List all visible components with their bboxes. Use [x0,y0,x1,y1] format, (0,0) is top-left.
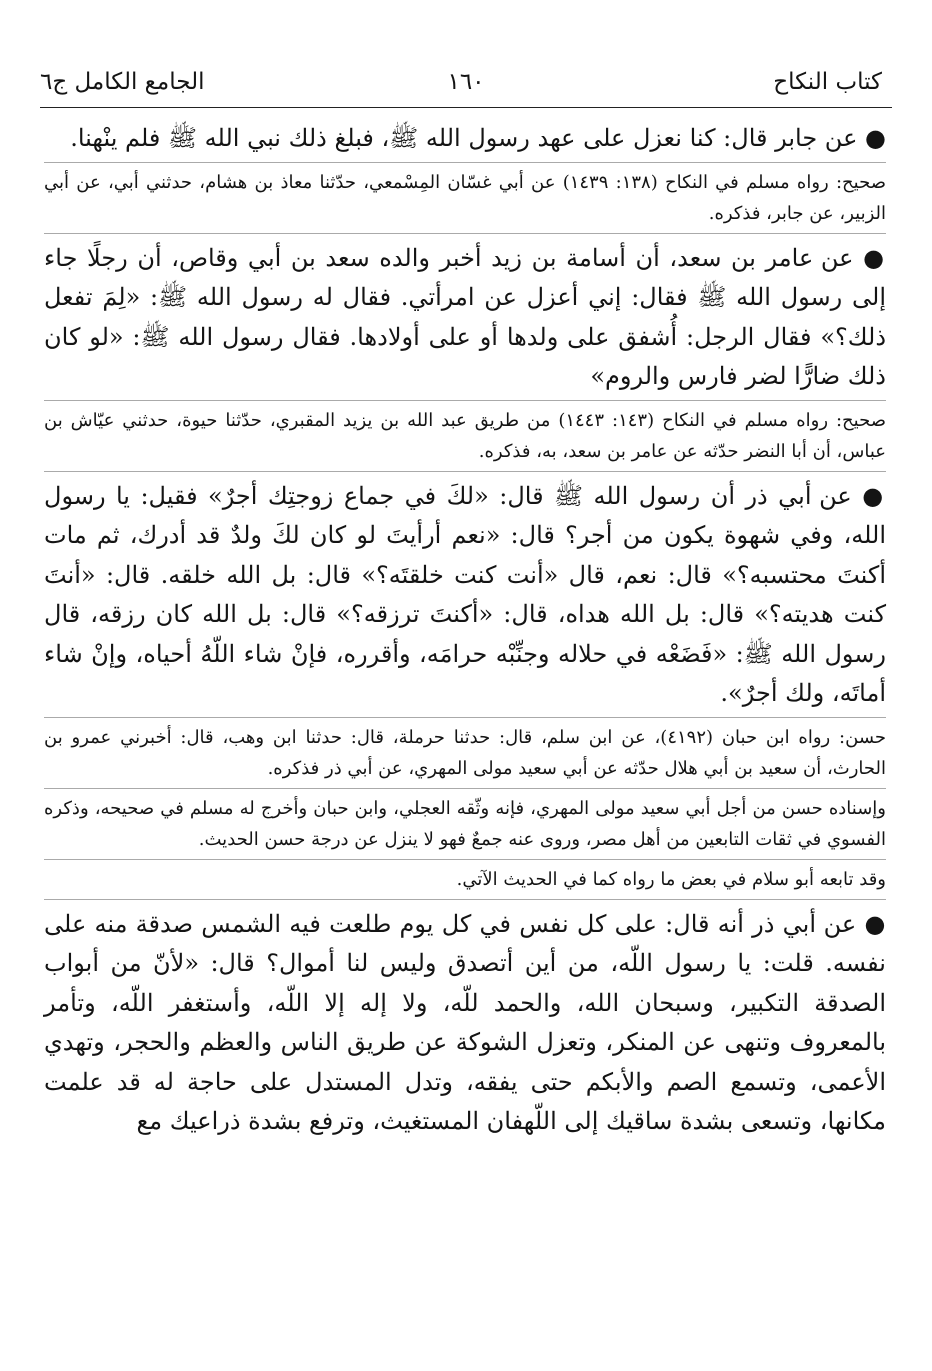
page-body [44,118,886,1371]
hadith-1 [44,118,886,159]
hadith-4 [44,904,886,1142]
bullet-icon: ● [864,908,886,938]
hadith-2 [44,238,886,397]
volume-title: الجامع الكامل ج٦ [40,69,205,95]
separator-line [44,162,886,163]
separator-line [44,400,886,401]
separator-line [44,233,886,234]
takhrij-3: حسن: رواه ابن حبان (٤١٩٢)، عن ابن سلم، قال: حدثنا حرملة، قال: حدثنا ابن وهب، قال: أخبرني عمرو بن الحارث، أن سعيد بن أبي هلال حدّثه عن أبي سعيد مولى المهري، عن أبي ذر فذكره. [44,726,886,779]
hadith-3 [44,476,886,714]
page-number: ١٦٠ [447,69,485,95]
bullet-icon: ● [865,123,886,152]
page-header [40,62,892,102]
bullet-icon: ● [863,242,886,272]
separator-line [44,471,886,472]
separator-line [44,899,886,900]
separator-line [44,859,886,860]
takhrij-note: وإسناده حسن من أجل أبي سعيد مولى المهري، فإنه وثّقه العجلي، وابن حبان وأخرج له مسلم في صحيحه، وذكره الفسوي في ثقات التابعين من أهل مصر، وروى عنه جمعٌ فهو لا ينزل عن درجة حسن الحديث. [44,797,886,850]
separator-line [44,788,886,789]
book-title: كتاب النكاح [773,69,882,95]
separator-line [44,717,886,718]
hadith-text: عن جابر قال: كنا نعزل على عهد رسول الله ﷺ، فبلغ ذلك نبي الله ﷺ فلم ينْهنا. [70,124,858,152]
hadith-text: عن أبي ذر أن رسول الله ﷺ قال: «لكَ في جماع زوجتِك أجرٌ» فقيل: يا رسول الله، وفي شهوة يكون من أجر؟ قال: «نعم أرأيتَ لو كان لكَ ولدٌ قد أدرك، ثم مات أكنتَ محتسبه؟» قال: نعم، قال «أنت كنت خلقتَه؟» قال: بل الله خلقه. قال: «أنتَ كنت هديته؟» قال: بل الله هداه، قال: «أكنتَ ترزقه؟» قال: بل الله كان رزقه، قال رسول الله ﷺ: «فَضَعْه في حلاله وجنِّبْه حرامَه، وأقرره، فإنْ شاء اللّهُ أحياه، وإنْ شاء أماتَه، ولك أجرٌ». [44,481,886,707]
takhrij-1: صحيح: رواه مسلم في النكاح (١٣٨: ١٤٣٩) عن أبي غسّان المِسْمعي، حدّثنا معاذ بن هشام، حدثني أبي، عن أبي الزبير، عن جابر، فذكره. [44,171,886,224]
takhrij-2: صحيح: رواه مسلم في النكاح (١٤٣: ١٤٤٣) من طريق عبد الله بن يزيد المقبري، حدّثنا حيوة، حدثني عيّاش بن عباس، أن أبا النضر حدّثه عن عامر بن سعد، به، فذكره. [44,409,886,462]
header-rule [40,107,892,108]
hadith-text: عن أبي ذر أنه قال: على كل نفس في كل يوم طلعت فيه الشمس صدقة منه على نفسه. قلت: يا رسول اللّه، من أين أتصدق وليس لنا أموال؟ قال: «لأنّ من أبواب الصدقة التكبير، وسبحان الله، والحمد للّه، ولا إله إلا اللّه، وأستغفر اللّه، وتأمر بالمعروف وتنهى عن المنكر، وتعزل الشوكة عن طريق الناس والعظم والحجر، وتهدي الأعمى، وتسمع الصم والأبكم حتى يفقه، وتدل المستدل على حاجة له قد علمت مكانها، وتسعى بشدة ساقيك إلى اللّهفان المستغيث، وترفع بشدة ذراعيك مع [44,909,886,1135]
hadith-text: عن عامر بن سعد، أن أسامة بن زيد أخبر والده سعد بن أبي وقاص، أن رجلًا جاء إلى رسول الله ﷺ فقال: إني أعزل عن امرأتي. فقال له رسول الله ﷺ: «لِمَ تفعل ذلك؟» فقال الرجل: أُشفق على ولدها أو على أولادها. فقال رسول الله ﷺ: «لو كان ذلك ضارًّا لضر فارس والروم» [44,243,886,390]
bullet-icon: ● [862,480,886,510]
takhrij-followup: وقد تابعه أبو سلام في بعض ما رواه كما في الحديث الآتي. [456,868,886,890]
